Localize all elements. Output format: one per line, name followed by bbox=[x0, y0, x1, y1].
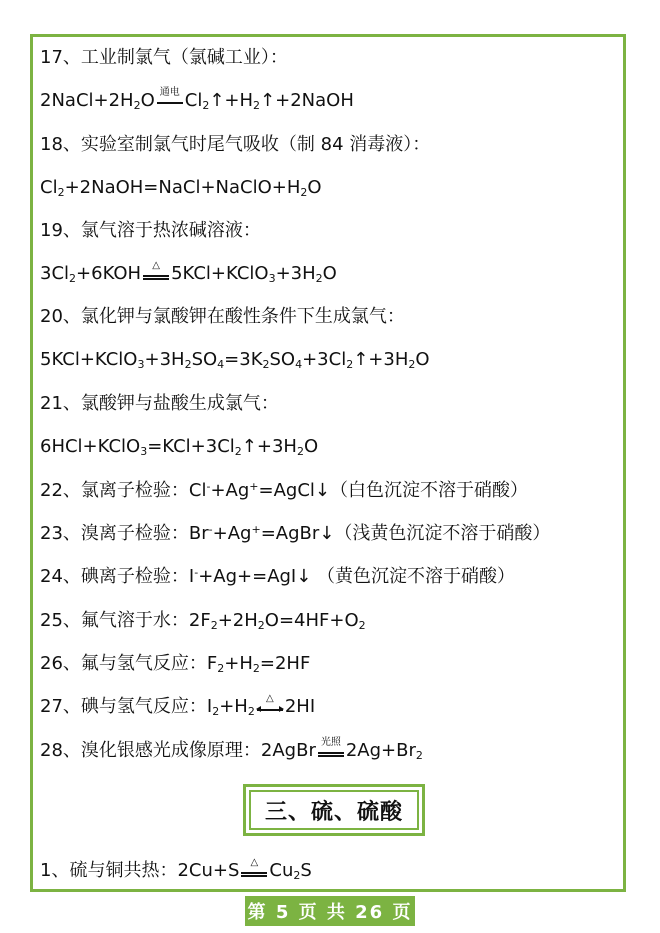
item-18-title: 18、实验室制氯气时尾气吸收（制 84 消毒液）： bbox=[40, 134, 431, 155]
equation-17: $2NaCl+2H_2O$ 通电 $Cl_2↑+H_2↑+2NaOH$ bbox=[40, 87, 354, 112]
item-24: 24、碘离子检验：I-+Ag+=AgI↓ （黄色沉淀不溶于硝酸） bbox=[40, 566, 516, 587]
heat-condition: △ bbox=[239, 860, 269, 882]
section-heading: 三、硫、硫酸 bbox=[249, 790, 419, 830]
electrolysis-condition: 通电 bbox=[155, 90, 185, 112]
item-17-title: 17、工业制氯气（氯碱工业）： bbox=[40, 47, 288, 68]
heat-condition: △ bbox=[141, 263, 171, 285]
page-border bbox=[30, 34, 626, 892]
equation-18: $Cl_2+2NaOH=NaCl+NaClO+H_2O$ bbox=[40, 177, 322, 199]
reversible-arrow: △ bbox=[255, 696, 285, 718]
item-sulfur-1: 1、硫与铜共热：2Cu+S △ $Cu_2S$ bbox=[40, 857, 312, 882]
equation-20: $5KCl+KClO_3+3H_2SO_4=3K_2SO_4+3Cl_2↑+3H_2O$ bbox=[40, 349, 430, 371]
item-25: 25、氟气溶于水：$2F_2+2H_2O=4HF+O_2$ bbox=[40, 610, 366, 632]
item-22: 22、氯离子检验：Cl-+Ag+=AgCl↓（白色沉淀不溶于硝酸） bbox=[40, 480, 528, 501]
page-number-footer: 第 5 页 共 26 页 bbox=[245, 896, 415, 926]
item-23: 23、溴离子检验：Br-+Ag+=AgBr↓（浅黄色沉淀不溶于硝酸） bbox=[40, 523, 551, 544]
item-20-title: 20、氯化钾与氯酸钾在酸性条件下生成氯气： bbox=[40, 306, 405, 327]
item-28: 28、溴化银感光成像原理：2AgBr 光照 $2Ag+Br_2$ bbox=[40, 737, 423, 762]
section-heading-box bbox=[243, 784, 425, 836]
item-26: 26、氟与氢气反应：$F_2+H_2=2HF$ bbox=[40, 653, 311, 675]
equation-19: $3Cl_2+6KOH$ △ $5KCl+KClO_3+3H_2O$ bbox=[40, 260, 337, 285]
equation-21: $6HCl+KClO_3=KCl+3Cl_2↑+3H_2O$ bbox=[40, 436, 319, 458]
item-27: 27、碘与氢气反应：$I_2+H_2$ △ 2HI bbox=[40, 693, 316, 718]
item-19-title: 19、氯气溶于热浓碱溶液： bbox=[40, 220, 261, 241]
item-21-title: 21、氯酸钾与盐酸生成氯气： bbox=[40, 393, 279, 414]
light-condition: 光照 bbox=[316, 740, 346, 762]
